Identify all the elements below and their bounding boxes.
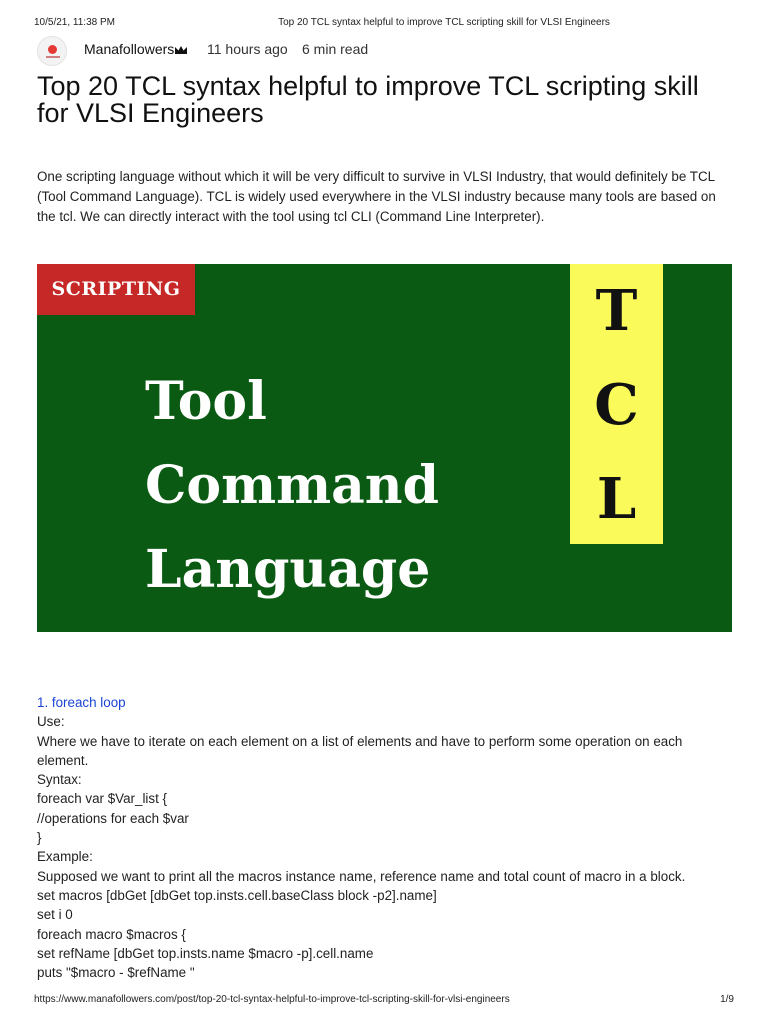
avatar[interactable] — [37, 36, 67, 66]
print-header — [0, 17, 768, 31]
banner-headline-line: Command — [145, 455, 439, 516]
author-name[interactable]: Manafollowers — [84, 41, 175, 57]
banner-tag: SCRIPTING — [37, 264, 195, 315]
code-line: puts "$macro - $refName " — [37, 965, 195, 981]
section-heading-link[interactable]: 1. foreach loop — [37, 695, 126, 710]
logo-wordmark — [46, 56, 60, 58]
code-line: foreach macro $macros { — [37, 926, 186, 942]
article-title: Top 20 TCL syntax helpful to improve TCL scripting skill for VLSI Engineers — [37, 71, 699, 128]
banner-side-bar — [570, 264, 663, 544]
banner-headline-line: Language — [145, 539, 431, 600]
code-line: //operations for each $var — [37, 810, 189, 826]
print-page-title: Top 20 TCL syntax helpful to improve TCL scripting skill for VLSI Engineers — [278, 17, 610, 28]
banner-image — [37, 264, 732, 632]
body-line: Syntax: — [37, 772, 82, 788]
print-url[interactable]: https://www.manafollowers.com/post/top-20-tcl-syntax-helpful-to-improve-tcl-scripting-skill-for-vlsi-engineers — [34, 994, 510, 1005]
banner-side-letter: C — [594, 372, 639, 438]
banner-headline — [145, 360, 439, 612]
body-line: Where we have to iterate on each element on a list of elements and have to perform some operation on each element. — [37, 733, 683, 768]
banner-side-letter: L — [596, 466, 637, 532]
print-page-number: 1/9 — [720, 994, 734, 1005]
code-line: foreach var $Var_list { — [37, 791, 168, 807]
logo-icon — [48, 45, 57, 54]
print-date: 10/5/21, 11:38 PM — [34, 17, 115, 28]
author-row — [37, 36, 737, 66]
post-time: 11 hours ago — [207, 41, 288, 57]
body-line: Supposed we want to print all the macros instance name, reference name and total count of macro in a block. — [37, 868, 686, 884]
print-footer — [0, 994, 768, 1008]
body-line: Example: — [37, 849, 93, 865]
code-line: set refName [dbGet top.insts.name $macro -p].cell.name — [37, 945, 374, 961]
article-intro: One scripting language without which it will be very difficult to survive in VLSI Industry, that would definitely be TCL (Tool Command Language). TCL is widely used everywhere in the VLSI industry because many tools are based on the tcl. We can directly interact with the tool using tcl CLI (Command Line Interpreter). — [37, 169, 716, 224]
code-line: set i 0 — [37, 907, 73, 923]
article-body — [37, 693, 737, 982]
body-line: Use: — [37, 714, 65, 730]
crown-icon — [174, 45, 188, 55]
code-line: } — [37, 830, 42, 846]
banner-side-letter: T — [595, 278, 638, 344]
banner-headline-line: Tool — [145, 371, 267, 432]
code-line: set macros [dbGet [dbGet top.insts.cell.baseClass block -p2].name] — [37, 887, 437, 903]
read-time: 6 min read — [302, 41, 369, 57]
